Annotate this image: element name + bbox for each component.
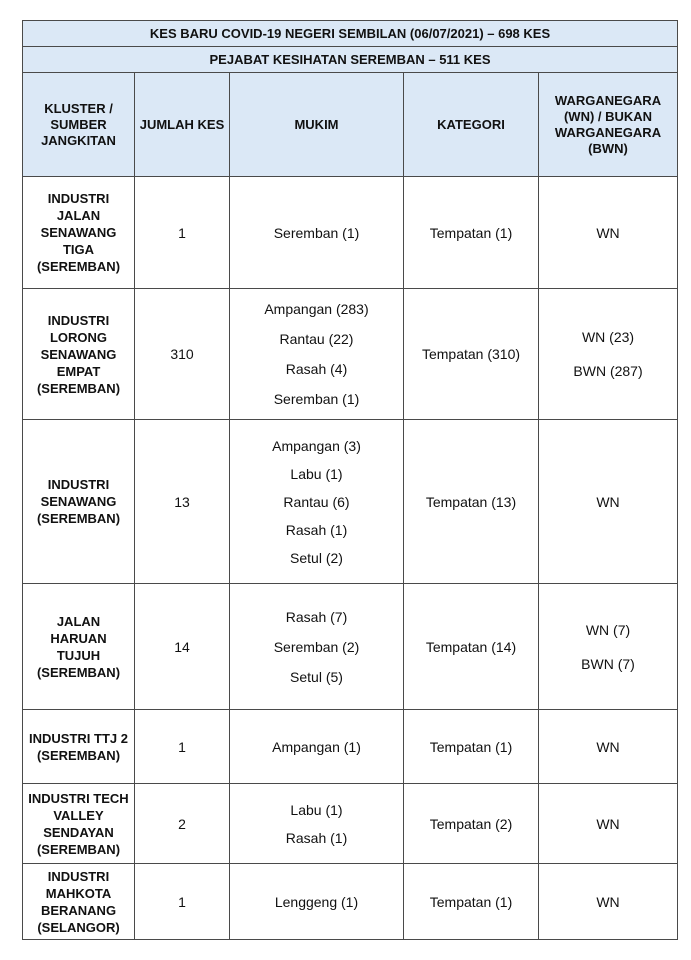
citizenship-item: BWN (287) <box>573 363 643 379</box>
table-row <box>23 420 678 584</box>
table-row <box>23 710 678 784</box>
cluster-name: INDUSTRI MAHKOTA BERANANG (SELANGOR) <box>23 864 135 940</box>
citizenship <box>539 864 678 940</box>
citizenship-item: WN <box>596 493 620 510</box>
mukim-item: Ampangan (283) <box>264 301 369 317</box>
citizenship-item: BWN (7) <box>581 655 635 672</box>
citizenship-item: WN <box>596 738 620 755</box>
case-count: 14 <box>135 584 230 710</box>
header-mukim: MUKIM <box>230 73 404 177</box>
citizenship <box>539 420 678 584</box>
case-count: 13 <box>135 420 230 584</box>
table-row <box>23 177 678 289</box>
mukim-item: Rantau (22) <box>279 331 354 347</box>
mukim-item: Rasah (1) <box>285 521 348 538</box>
category: Tempatan (310) <box>404 289 539 420</box>
mukim-list <box>230 177 404 289</box>
table-row <box>23 289 678 420</box>
cluster-name: INDUSTRI JALAN SENAWANG TIGA (SEREMBAN) <box>23 177 135 289</box>
table-row <box>23 584 678 710</box>
mukim-item: Rasah (4) <box>285 361 348 377</box>
case-count: 1 <box>135 177 230 289</box>
mukim-list <box>230 289 404 420</box>
report-subtitle: PEJABAT KESIHATAN SEREMBAN – 511 KES <box>23 47 678 73</box>
mukim-item: Labu (1) <box>290 801 343 818</box>
header-kluster: KLUSTER / SUMBER JANGKITAN <box>23 73 135 177</box>
case-count: 2 <box>135 784 230 864</box>
report-title: KES BARU COVID-19 NEGERI SEMBILAN (06/07/2021) – 698 KES <box>23 21 678 47</box>
citizenship <box>539 177 678 289</box>
citizenship-item: WN <box>596 224 620 241</box>
category: Tempatan (14) <box>404 584 539 710</box>
citizenship <box>539 584 678 710</box>
citizenship-item: WN (23) <box>581 329 635 345</box>
cluster-name: INDUSTRI TECH VALLEY SENDAYAN (SEREMBAN) <box>23 784 135 864</box>
mukim-item: Labu (1) <box>290 465 343 482</box>
cluster-name: INDUSTRI LORONG SENAWANG EMPAT (SEREMBAN) <box>23 289 135 420</box>
citizenship-item: WN <box>596 815 620 832</box>
cluster-name: JALAN HARUAN TUJUH (SEREMBAN) <box>23 584 135 710</box>
citizenship-item: WN (7) <box>585 621 631 638</box>
category: Tempatan (1) <box>404 177 539 289</box>
mukim-item: Seremban (1) <box>273 391 360 407</box>
cluster-name: INDUSTRI TTJ 2 (SEREMBAN) <box>23 710 135 784</box>
category: Tempatan (13) <box>404 420 539 584</box>
case-table <box>22 20 678 940</box>
mukim-item: Rantau (6) <box>283 493 350 510</box>
citizenship <box>539 784 678 864</box>
category: Tempatan (2) <box>404 784 539 864</box>
category: Tempatan (1) <box>404 710 539 784</box>
mukim-item: Ampangan (1) <box>272 738 361 755</box>
mukim-item: Rasah (7) <box>285 608 348 625</box>
mukim-item: Seremban (1) <box>273 224 360 241</box>
citizenship-item: WN <box>596 893 620 910</box>
mukim-item: Rasah (1) <box>285 829 348 846</box>
mukim-item: Ampangan (3) <box>272 437 361 454</box>
case-count: 1 <box>135 864 230 940</box>
mukim-item: Setul (2) <box>290 549 343 566</box>
mukim-list <box>230 784 404 864</box>
citizenship <box>539 289 678 420</box>
mukim-list <box>230 584 404 710</box>
mukim-list <box>230 864 404 940</box>
mukim-item: Setul (5) <box>290 668 343 685</box>
header-jumlah: JUMLAH KES <box>135 73 230 177</box>
cluster-name: INDUSTRI SENAWANG (SEREMBAN) <box>23 420 135 584</box>
case-count: 1 <box>135 710 230 784</box>
mukim-item: Lenggeng (1) <box>274 893 359 910</box>
header-kategori: KATEGORI <box>404 73 539 177</box>
category: Tempatan (1) <box>404 864 539 940</box>
citizenship <box>539 710 678 784</box>
case-report-sheet <box>22 20 677 940</box>
header-warganegara: WARGANEGARA (WN) / BUKAN WARGANEGARA (BWN) <box>539 73 678 177</box>
mukim-item: Seremban (2) <box>273 638 360 655</box>
case-count: 310 <box>135 289 230 420</box>
table-row <box>23 784 678 864</box>
table-row <box>23 864 678 940</box>
mukim-list <box>230 420 404 584</box>
mukim-list <box>230 710 404 784</box>
